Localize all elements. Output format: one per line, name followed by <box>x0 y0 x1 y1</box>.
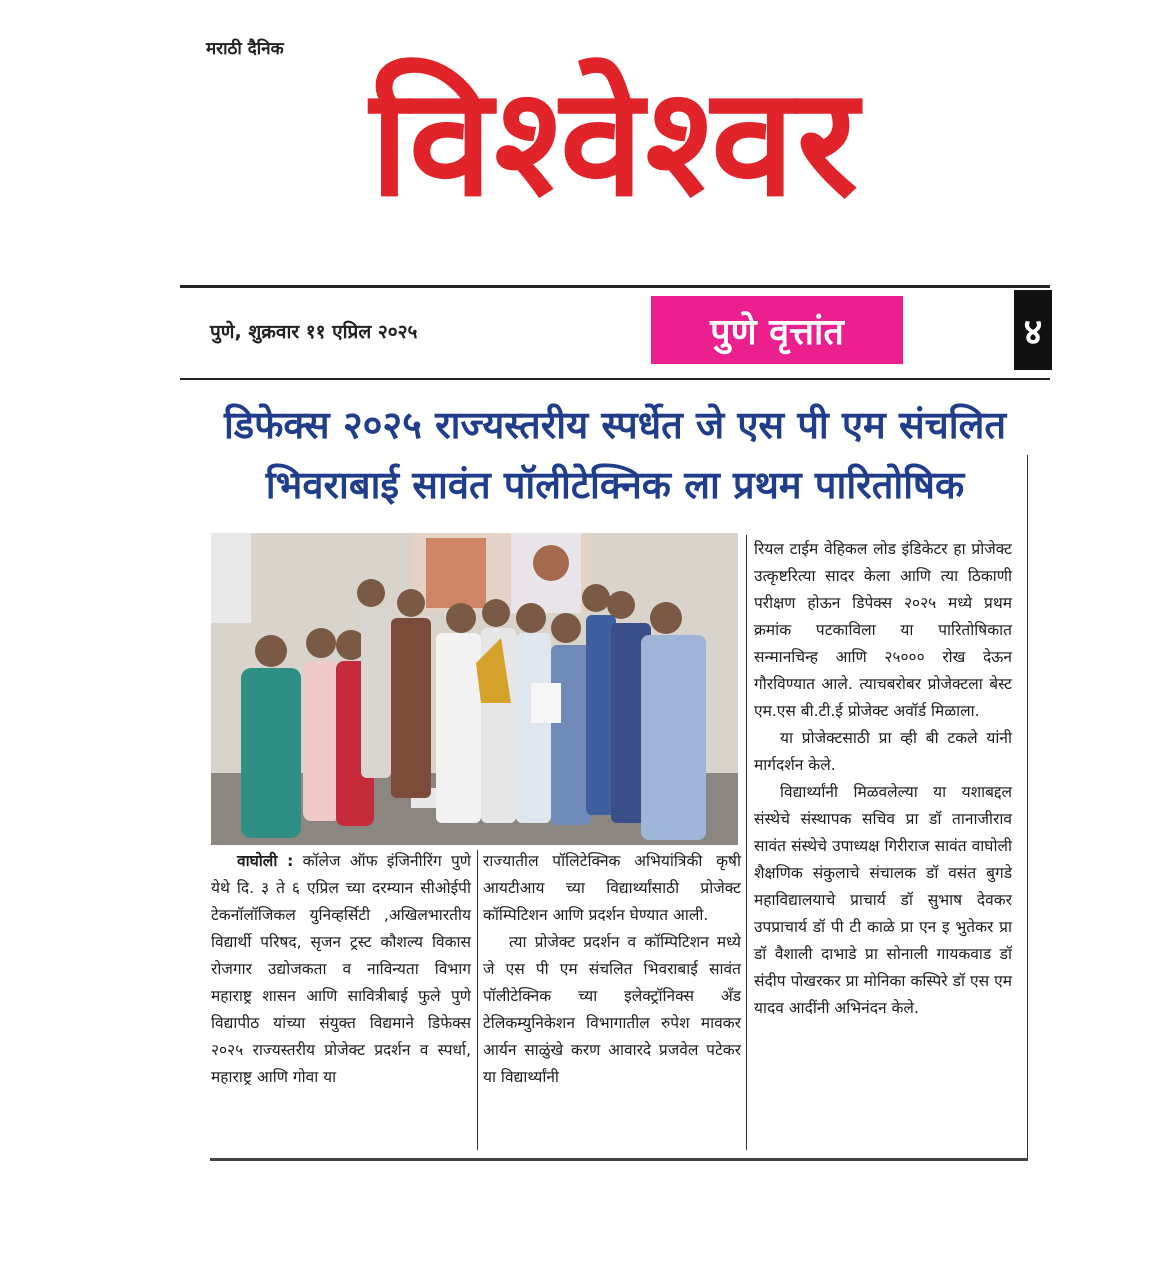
masthead-title: विश्वेश्वर <box>370 54 860 230</box>
article-column-1 <box>211 848 471 1091</box>
group-photo-illustration <box>211 533 738 845</box>
article-column-3 <box>754 536 1012 1022</box>
article-column-3-para-3: विद्यार्थ्यांनी मिळवलेल्या या यशाबद्दल संस्थेचे संस्थापक सचिव प्रा डॉ तानाजीराव सावंत संस्थेचे उपाध्यक्ष गिरीराज सावंत वाघोली शैक्षणिक संकुलाचे संचालक डॉ वसंत बुगडे महाविद्यालयाचे प्राचार्य डॉ सुभाष देवकर उपप्राचार्य डॉ पी टी काळे प्रा एन इ भुतेकर प्रा डॉ वैशाली दाभाडे प्रा सोनाली गायकवाड डॉ संदीप पोखरकर प्रा मोनिका कस्पिरे डॉ एस एम यादव आदींनी अभिनंदन केले. <box>754 783 1012 1017</box>
date-bar-rule <box>180 378 1050 380</box>
article-column-2-para-1: राज्यातील पॉलिटेक्निक अभियांत्रिकी कृषी आयटीआय च्या विद्यार्थ्यांसाठी प्रोजेक्ट कॉम्पिटिशन आणि प्रदर्शन घेण्यात आली. <box>483 852 741 924</box>
news-photo <box>211 533 738 845</box>
article-dateline: वाघोली : <box>237 852 294 870</box>
column-divider-1 <box>477 850 478 1150</box>
top-rule <box>180 285 1050 288</box>
article-column-2 <box>483 848 741 1091</box>
article-column-3-para-1: रियल टाईम वेहिकल लोड इंडिकेटर हा प्रोजेक्ट उत्कृष्टरित्या सादर केला आणि त्या ठिकाणी परीक्षण होऊन डिपेक्स २०२५ मध्ये प्रथम क्रमांक पटकाविला या पारितोषिकात सन्मानचिन्ह आणि २५००० रोख देऊन गौरविण्यात आले. त्याचबरोबर प्रोजेक्टला बेस्ट एम.एस बी.टी.ई प्रोजेक्ट अवॉर्ड मिळाला. <box>754 540 1012 720</box>
article-column-2-para-2: त्या प्रोजेक्ट प्रदर्शन व कॉम्पिटिशन मध्ये जे एस पी एम संचलित भिवराबाई सावंत पॉलीटेक्निक च्या इलेक्ट्रॉनिक्स अँड टेलिकम्युनिकेशन विभागातील रुपेश मावकर आर्यन साळुंखे करण आवारदे प्रजवेल पटेकर या विद्यार्थ्यांनी <box>483 933 741 1086</box>
article-column-3-para-2: या प्रोजेक्टसाठी प्रा व्ही बी टकले यांनी मार्गदर्शन केले. <box>754 729 1012 774</box>
article-column-1-text: कॉलेज ऑफ इंजिनीरिंग पुणे येथे दि. ३ ते ६ एप्रिल च्या दरम्यान सीओईपी टेकनॉलॉजिकल युनिव्हर्सिटी ,अखिलभारतीय विद्यार्थी परिषद, सृजन ट्रस्ट कौशल्य विकास रोजगार उद्योजकता व नाविन्यता विभाग महाराष्ट्र शासन आणि सावित्रीबाई फुले पुणे विद्यापीठ यांच्या संयुक्त विद्यमाने डिफेक्स २०२५ राज्यस्तरीय प्रोजेक्ट प्रदर्शन व स्पर्धा, महाराष्ट्र आणि गोवा या <box>211 852 471 1086</box>
masthead-tagline: मराठी दैनिक <box>206 39 284 59</box>
section-label: पुणे वृत्तांत <box>651 296 903 364</box>
bottom-decorative-dots <box>285 1164 715 1169</box>
page-number: ४ <box>1014 290 1052 370</box>
bottom-rule <box>210 1158 1028 1161</box>
headline-line-2: भिवराबाई सावंत पॉलीटेक्निक ला प्रथम पारितोषिक <box>265 463 965 507</box>
headline-line-1: डिफेक्स २०२५ राज्यस्तरीय स्पर्धेत जे एस पी एम संचलित <box>223 403 1007 447</box>
column-divider-2 <box>746 535 747 1150</box>
right-border-line <box>1027 455 1028 1160</box>
dateline: पुणे, शुक्रवार ११ एप्रिल २०२५ <box>210 321 418 343</box>
